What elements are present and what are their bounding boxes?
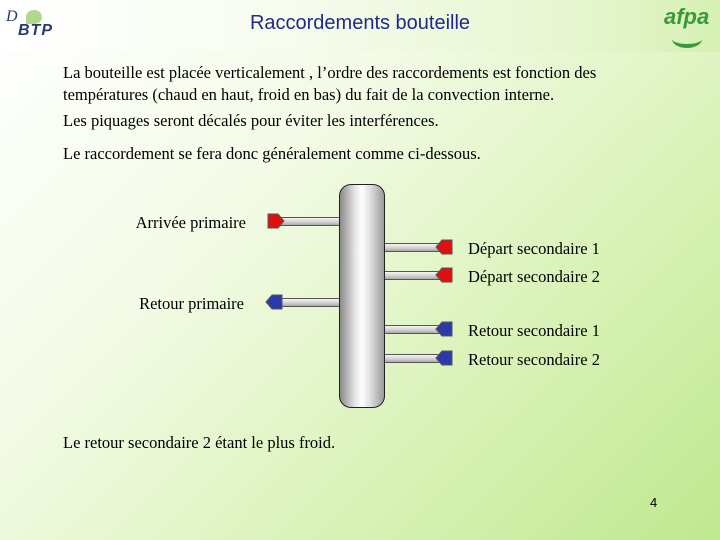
page-title: Raccordements bouteille — [249, 12, 471, 34]
label-retour-secondaire-1: Retour secondaire 1 — [468, 321, 600, 340]
arrow-left-icon — [436, 268, 452, 282]
offset-paragraph: Les piquages seront décalés pour éviter les interférences. — [63, 111, 439, 130]
general-paragraph: Le raccordement se fera donc généralement comme ci-dessous. — [63, 144, 481, 163]
label-retour-secondaire-2: Retour secondaire 2 — [468, 350, 600, 369]
arrow-right-icon — [268, 214, 284, 228]
arrow-left-icon — [436, 240, 452, 254]
logo-right-text: afpa — [664, 4, 710, 29]
label-arrivee-primaire: Arrivée primaire — [135, 213, 246, 232]
page-number: 4 — [650, 495, 658, 510]
label-retour-primaire: Retour primaire — [139, 294, 244, 313]
logo-left-text: BTP — [18, 22, 53, 39]
label-depart-secondaire-1: Départ secondaire 1 — [468, 239, 600, 258]
conclusion-paragraph: Le retour secondaire 2 étant le plus froid. — [63, 433, 336, 452]
intro-paragraph: La bouteille est placée verticalement , l’ordre des raccordements est fonction des températures (chaud en haut, froid en bas) du fait de la convection interne. — [63, 63, 597, 104]
logo-left-letter: D — [6, 8, 18, 25]
arrow-left-icon — [266, 295, 282, 309]
label-depart-secondaire-2: Départ secondaire 2 — [468, 267, 600, 286]
arrow-left-icon — [436, 322, 452, 336]
arrow-left-icon — [436, 351, 452, 365]
